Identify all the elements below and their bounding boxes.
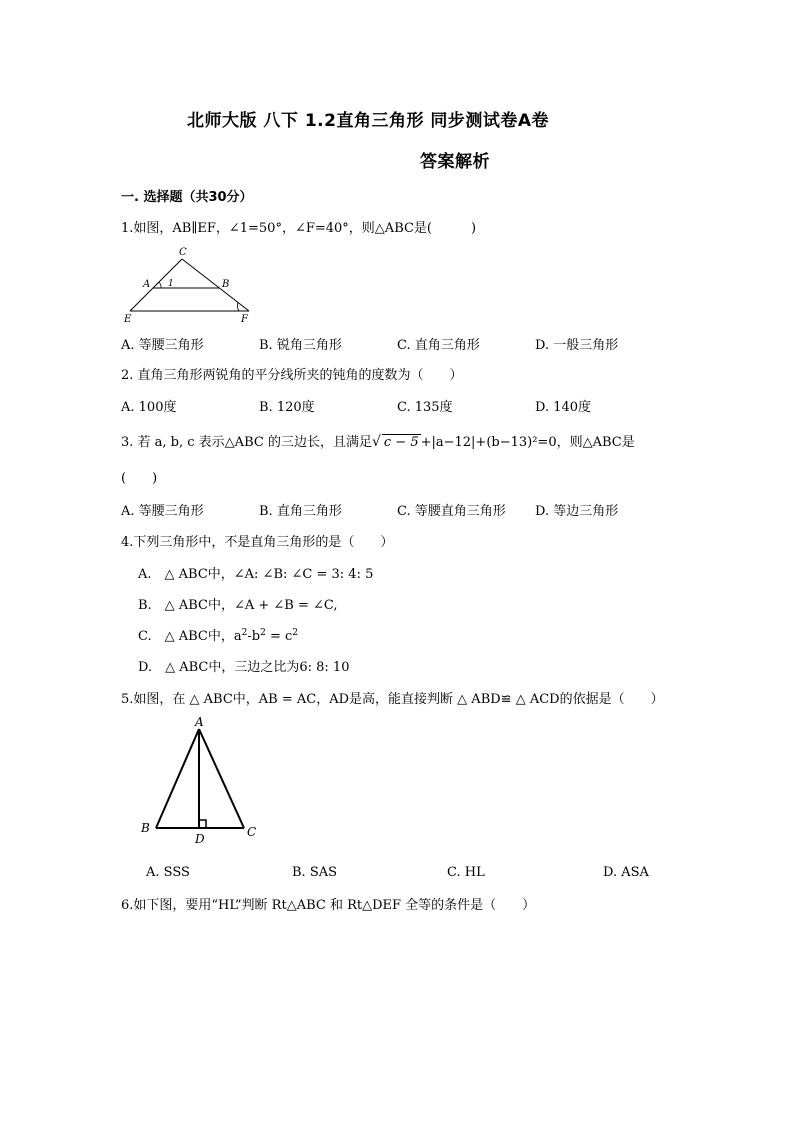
label-c: C	[247, 825, 257, 839]
question-1-figure	[121, 242, 281, 326]
label-d: D	[195, 832, 205, 846]
q4-c-exp1: 2	[241, 628, 248, 638]
q4-c-exp2: 2	[260, 628, 266, 638]
q2-option-a: A. 100度	[121, 400, 177, 415]
question-6-stem: 6.如下图，要用“HL”判断 Rt△ABC 和 Rt△DEF 全等的条件是（ ）	[121, 898, 536, 913]
section-heading: 一. 选择题（共30分）	[121, 190, 253, 205]
label-b: B	[141, 821, 150, 835]
q4-c-mid: -b	[247, 629, 261, 644]
q2-option-b: B. 120度	[259, 400, 315, 415]
q4-c-eq: = c	[265, 629, 293, 644]
q4-c-exp3: 2	[292, 628, 299, 638]
sqrt-icon: √	[371, 434, 381, 450]
question-3-blank: ( )	[121, 471, 158, 486]
q2-option-c: C. 135度	[397, 400, 453, 415]
label-e: E	[124, 314, 132, 325]
page-title: 北师大版 八下 1.2直角三角形 同步测试卷A卷	[187, 111, 550, 131]
q3-option-d: D. 等边三角形	[535, 504, 619, 519]
question-5-figure	[135, 712, 275, 852]
q1-option-b: B. 锐角三角形	[259, 338, 342, 353]
label-b: B	[222, 279, 230, 290]
right-angle-mark	[199, 820, 206, 828]
page-subtitle: 答案解析	[420, 152, 490, 172]
q2-option-d: D. 140度	[535, 400, 592, 415]
label-1: 1	[168, 279, 174, 289]
q3-stem-before: 3. 若 a, b, c 表示△ABC 的三边长，且满足	[121, 435, 372, 450]
angle-1-arc	[159, 282, 161, 288]
label-a: A	[143, 279, 151, 290]
question-1-stem: 1.如图，AB∥EF，∠1=50°，∠F=40°，则△ABC是( )	[121, 221, 477, 236]
question-3-stem	[121, 431, 635, 450]
q1-option-a: A. 等腰三角形	[121, 338, 204, 353]
q4-option-b: B. △ ABC中，∠A + ∠B = ∠C,	[138, 598, 338, 613]
q3-stem-after: +|a−12|+(b−13)²=0，则△ABC是	[420, 435, 635, 450]
label-f: F	[241, 314, 248, 325]
q3-option-a: A. 等腰三角形	[121, 504, 204, 519]
q5-option-c: C. HL	[447, 865, 485, 880]
q5-option-a: A. SSS	[146, 865, 190, 880]
q1-option-c: C. 直角三角形	[397, 338, 480, 353]
question-4-stem: 4.下列三角形中，不是直角三角形的是（ ）	[121, 535, 394, 550]
q3-radicand: c − 5	[383, 435, 419, 450]
question-2-stem: 2. 直角三角形两锐角的平分线所夹的钝角的度数为（ ）	[121, 368, 463, 383]
q5-option-b: B. SAS	[292, 865, 338, 880]
edge-cf	[182, 259, 249, 311]
edge-ec	[130, 259, 182, 311]
q4-c-text: C. △ ABC中，a	[138, 629, 242, 644]
label-a: A	[195, 715, 204, 729]
q5-option-d: D. ASA	[603, 865, 649, 880]
q4-option-a: A. △ ABC中，∠A: ∠B: ∠C = 3: 4: 5	[138, 567, 374, 582]
q4-option-d: D. △ ABC中，三边之比为6: 8: 10	[138, 660, 350, 675]
q3-option-c: C. 等腰直角三角形	[397, 504, 506, 519]
q4-option-c	[138, 625, 298, 644]
edge-ac	[199, 729, 244, 828]
label-c: C	[179, 247, 187, 258]
q1-option-d: D. 一般三角形	[535, 338, 619, 353]
edge-ab	[156, 729, 199, 828]
question-5-stem: 5.如图，在 △ ABC中，AB = AC，AD是高，能直接判断 △ ABD≌ △ ACD的依据是（ ）	[121, 692, 664, 707]
q3-option-b: B. 直角三角形	[259, 504, 342, 519]
